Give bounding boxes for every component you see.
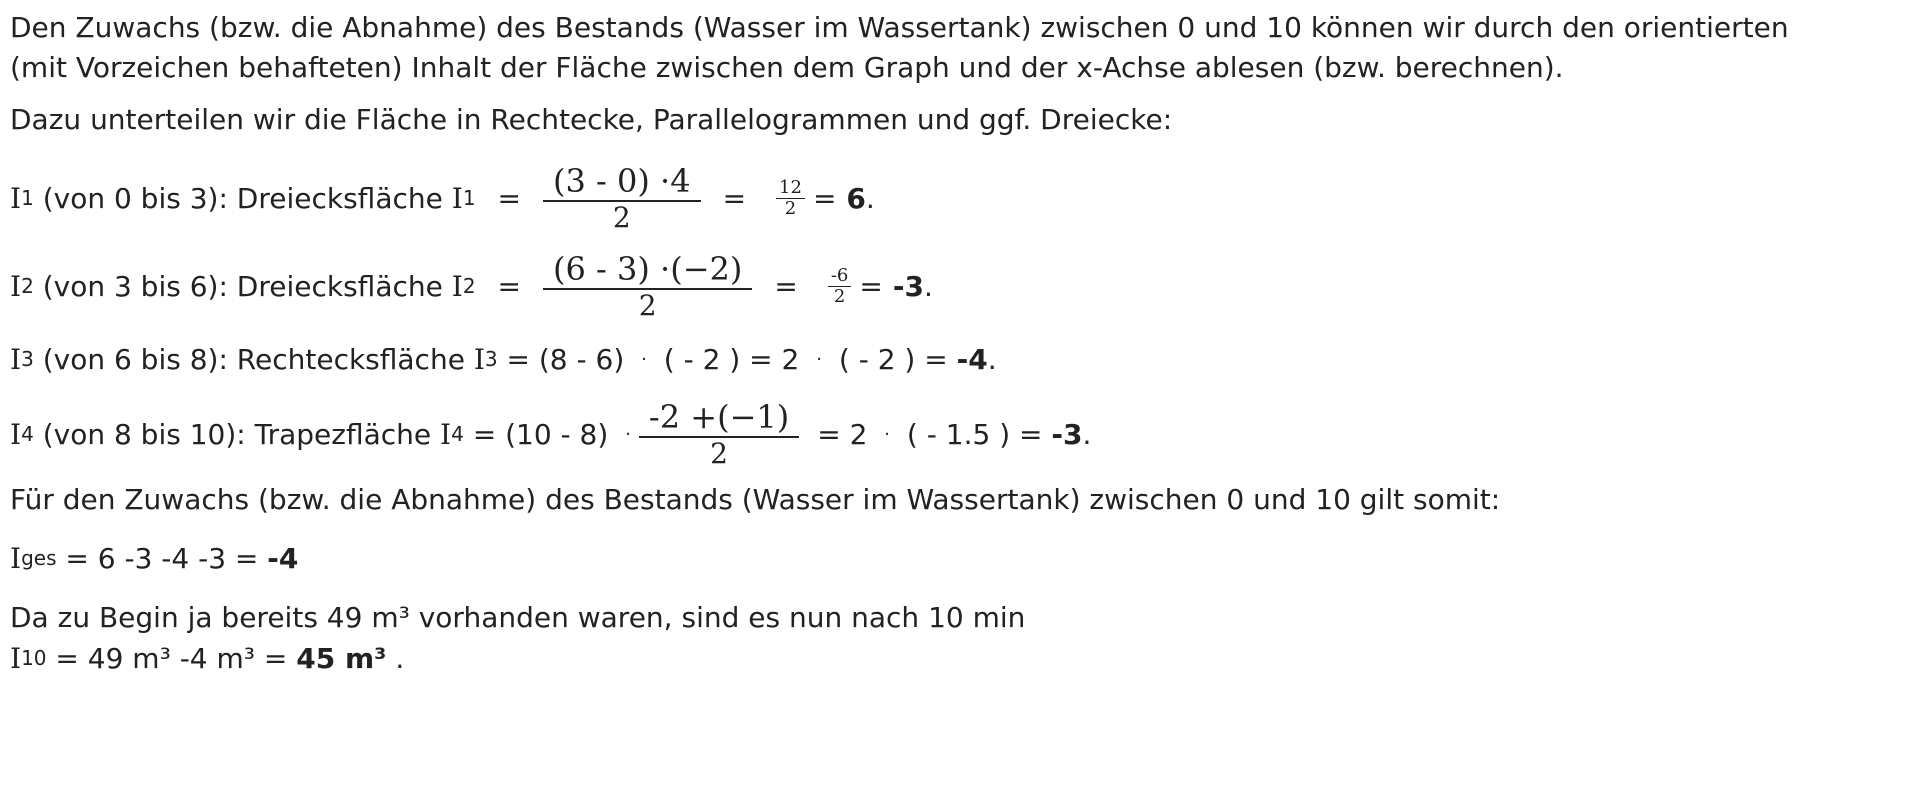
i1-small-numerator: 12 — [779, 176, 802, 198]
i3-expression-part-2: ( - 2 ) = 2 — [654, 342, 809, 376]
i10-symbol: I — [10, 641, 22, 675]
formula-i4: I 4 (von 8 bis 10): Trapezfläche I 4 = (10 - 8) · $\frac{-2 +(-1)}{2}$ = 2 · ( - 1.5 ) = -3 . — [10, 398, 1092, 470]
intro-line-2: (mit Vorzeichen behafteten) Inhalt der Fläche zwischen dem Graph und der x-Achse ablesen (bzw. berechnen). — [10, 51, 1564, 84]
i2-fraction-numerator: (6 - 3) ·(−2) — [553, 250, 743, 288]
formula-i1: I 1 (von 0 bis 3): Dreiecksfläche I 1 = $\frac{(3 - 0) \cdot 4}{2}$ = 12 2 = 6 . — [10, 162, 875, 234]
intro-subdivision-text: Dazu unterteilen wir die Fläche in Rechtecke, Parallelogrammen und ggf. Dreiecke: — [10, 103, 1173, 136]
i3-period: . — [987, 342, 997, 376]
i2-fraction — [543, 250, 752, 322]
summary-text: Für den Zuwachs (bzw. die Abnahme) des Bestands (Wasser im Wassertank) zwischen 0 und 10 gilt somit: — [10, 483, 1501, 516]
i10-period: . — [386, 641, 405, 675]
i2-equals-3: = — [859, 269, 883, 303]
i3-result: -4 — [956, 342, 988, 376]
i1-period: . — [865, 181, 875, 215]
i4-period: . — [1082, 417, 1092, 451]
iges-result: -4 — [267, 541, 299, 575]
i4-multiply-dot-2: · — [884, 423, 891, 445]
i1-symbol: I — [10, 181, 22, 215]
i4-symbol-repeat: I — [440, 417, 452, 451]
formula-iges: I ges = 6 -3 -4 -3 = -4 — [10, 541, 299, 575]
i3-multiply-dot-1: · — [641, 348, 647, 370]
i3-range-label: (von 6 bis 8): Rechtecksfläche — [33, 342, 474, 376]
i4-fraction-denominator: 2 — [710, 437, 728, 470]
i4-multiply-dot-1: · — [625, 423, 631, 445]
i1-range-label: (von 0 bis 3): Dreiecksfläche — [33, 181, 452, 215]
i1-fraction — [543, 162, 701, 234]
conclusion-text: Da zu Begin ja bereits 49 m³ vorhanden waren, sind es nun nach 10 min — [10, 601, 1026, 634]
i2-symbol: I — [10, 269, 22, 303]
intro-line-1: Den Zuwachs (bzw. die Abnahme) des Bestands (Wasser im Wassertank) zwischen 0 und 10 können wir durch den orientierten — [10, 11, 1789, 44]
i10-expression: = 49 m³ -4 m³ = — [46, 641, 297, 675]
i4-symbol: I — [10, 417, 22, 451]
i2-period: . — [923, 269, 933, 303]
i2-fraction-denominator: 2 — [638, 289, 657, 322]
i3-symbol: I — [10, 342, 22, 376]
i3-symbol-repeat: I — [473, 342, 485, 376]
i2-small-denominator: 2 — [833, 285, 846, 307]
i1-equals-2: = — [722, 181, 747, 215]
i1-small-denominator: 2 — [784, 197, 797, 219]
i4-range-label: (von 8 bis 10): Trapezfläche — [33, 417, 441, 451]
i1-result: 6 — [846, 181, 866, 215]
conclusion-block — [10, 598, 1910, 678]
i2-result: -3 — [892, 269, 924, 303]
i2-equals: = — [497, 269, 522, 303]
formula-i10: I 10 = 49 m³ -4 m³ = 45 m³ . — [10, 641, 405, 675]
i2-equals-2: = — [774, 269, 798, 303]
i2-symbol-repeat: I — [451, 269, 463, 303]
iges-symbol: I — [10, 541, 22, 575]
i1-fraction-denominator: 2 — [612, 201, 631, 234]
i3-multiply-dot-2: · — [816, 348, 822, 370]
iges-expression: = 6 -3 -4 -3 = — [56, 541, 268, 575]
i1-small-fraction — [776, 178, 805, 219]
formula-i3: I 3 (von 6 bis 8): Rechtecksfläche I 3 = (8 - 6) · ( - 2 ) = 2 · ( - 2 ) = -4 . — [10, 342, 997, 376]
i3-expression-part-3: ( - 2 ) = — [829, 342, 957, 376]
i4-expression-part-3: ( - 1.5 ) = — [898, 417, 1052, 451]
i2-small-fraction — [828, 266, 852, 307]
intro-paragraph — [10, 8, 1910, 88]
i1-symbol-repeat: I — [451, 181, 463, 215]
formula-i2: I 2 (von 3 bis 6): Dreiecksfläche I 2 = $\frac{(6 - 3) \cdot(-2)}{2}$ = -6 2 = -3 . — [10, 250, 933, 322]
i2-range-label: (von 3 bis 6): Dreiecksfläche — [33, 269, 452, 303]
i10-result: 45 m³ — [296, 641, 387, 675]
i3-expression-part-1: = (8 - 6) — [497, 342, 634, 376]
i4-fraction — [639, 398, 799, 470]
i4-fraction-numerator: -2 +(−1) — [648, 398, 790, 436]
i1-fraction-numerator: (3 - 0) ·4 — [553, 162, 691, 200]
i4-expression-part-1: = (10 - 8) — [463, 417, 618, 451]
i4-result: -3 — [1051, 417, 1083, 451]
i4-expression-part-2: = 2 — [817, 417, 877, 451]
i1-equals: = — [497, 181, 522, 215]
i2-small-numerator: -6 — [830, 264, 849, 286]
i1-equals-3: = — [812, 181, 837, 215]
